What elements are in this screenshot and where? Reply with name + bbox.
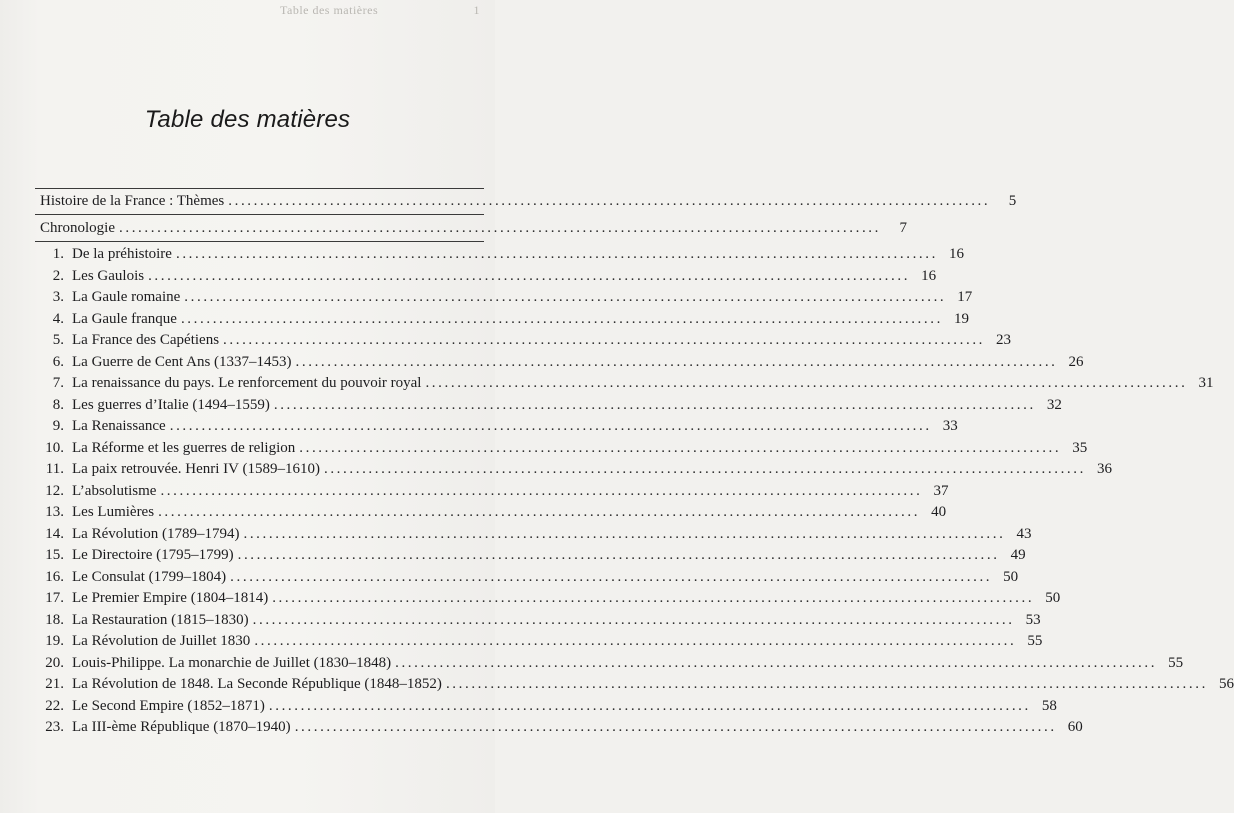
toc-page-number: 36	[1096, 461, 1112, 477]
toc-chapter-row[interactable]	[40, 286, 973, 308]
running-head-title: Table des matières	[280, 3, 379, 17]
dot-leader: ........................................................................................................................	[148, 267, 911, 284]
toc-page-number: 40	[931, 504, 947, 520]
toc-chapter-number: 21.	[45, 676, 64, 692]
toc-chapter-number: 14.	[45, 525, 64, 542]
toc-page-number: 33	[942, 418, 958, 434]
toc-chapter-label: Les Gaulois	[72, 267, 145, 284]
toc-page-number: 58	[1041, 697, 1057, 714]
toc-chapter-number: 7.	[52, 375, 64, 391]
toc-chapter-row[interactable]	[40, 308, 969, 330]
toc-chapter-row[interactable]	[40, 265, 937, 287]
toc-page-number: 49	[1010, 547, 1026, 563]
toc-chapter-label: La Gaule romaine	[72, 289, 181, 305]
toc-page-number: 23	[996, 332, 1012, 348]
dot-leader: ........................................................................................................................	[237, 547, 1000, 563]
toc-page-number: 26	[1068, 353, 1084, 370]
rule-separator	[35, 214, 484, 215]
dot-leader: ........................................................................................................................	[184, 289, 947, 305]
dot-leader: ........................................................................................................................	[254, 633, 1017, 649]
toc-page-number: 7	[899, 220, 907, 236]
toc-page-number: 50	[1003, 568, 1019, 585]
toc-chapter-row[interactable]	[40, 329, 1012, 351]
toc-page-number: 32	[1046, 396, 1062, 413]
toc-page-number: 60	[1067, 719, 1083, 735]
dot-leader: ........................................................................................................................	[294, 719, 1057, 735]
toc-page-number: 37	[933, 482, 949, 499]
toc-chapter-number: 17.	[45, 590, 64, 606]
dot-leader: ........................................................................................................................	[425, 375, 1188, 391]
toc-chapter-row[interactable]	[40, 458, 1112, 480]
toc-chapter-number: 6.	[52, 353, 64, 370]
toc-chapter-row[interactable]	[40, 480, 949, 502]
toc-chapter-label: La paix retrouvée. Henri IV (1589–1610)	[72, 461, 320, 477]
dot-leader: ........................................................................................................................	[243, 525, 1006, 542]
toc-page-number: 43	[1016, 525, 1032, 542]
toc-page-number: 19	[953, 310, 969, 327]
toc-chapter-label: La Réforme et les guerres de religion	[72, 439, 296, 456]
rule-top	[35, 188, 484, 189]
toc-chapter-label: Les Lumières	[72, 504, 155, 520]
toc-chapter-number: 8.	[52, 396, 64, 413]
toc-chapter-row[interactable]	[40, 630, 1043, 652]
toc-chapter-row[interactable]	[40, 716, 1083, 738]
dot-leader: ........................................................................................................................	[252, 611, 1015, 628]
toc-chapter-label: La Gaule franque	[72, 310, 177, 327]
toc-page-number: 16	[948, 246, 964, 262]
running-head-page-number: 1	[473, 3, 480, 17]
toc-chapter-label: La Révolution de Juillet 1830	[72, 633, 251, 649]
toc-chapter-label: La France des Capétiens	[72, 332, 220, 348]
toc-chapter-row[interactable]	[40, 544, 1026, 566]
toc-section-row[interactable]	[40, 190, 1017, 212]
toc-page-number: 16	[921, 267, 937, 284]
toc-chapter-row[interactable]	[40, 566, 1019, 588]
toc-chapter-row[interactable]	[40, 501, 947, 523]
toc-chapter-number: 11.	[45, 461, 64, 477]
rule-separator	[35, 241, 484, 242]
toc-chapter-number: 3.	[52, 289, 64, 305]
toc-chapter-number: 20.	[45, 654, 64, 671]
toc-chapter-row[interactable]	[40, 351, 1084, 373]
toc-page-number: 55	[1168, 654, 1184, 671]
toc-section-row[interactable]	[40, 217, 907, 239]
toc-section-label: Histoire de la France : Thèmes	[40, 193, 225, 209]
dot-leader: ........................................................................................................................	[445, 676, 1208, 692]
toc-chapter-number: 1.	[52, 246, 64, 262]
dot-leader: ........................................................................................................................	[230, 568, 993, 585]
toc-chapter-number: 9.	[52, 418, 64, 434]
toc-chapter-row[interactable]	[40, 695, 1057, 717]
dot-leader: ........................................................................................................................	[323, 461, 1086, 477]
toc-chapter-label: La Guerre de Cent Ans (1337–1453)	[72, 353, 292, 370]
toc-chapter-number: 15.	[45, 547, 64, 563]
toc-chapter-label: De la préhistoire	[72, 246, 172, 262]
toc-chapter-label: La III-ème République (1870–1940)	[72, 719, 291, 735]
toc-chapter-label: Louis-Philippe. La monarchie de Juillet (1830–1848)	[72, 654, 392, 671]
toc-page-number: 53	[1025, 611, 1041, 628]
dot-leader: ........................................................................................................................	[169, 418, 932, 434]
toc-chapter-number: 19.	[45, 633, 64, 649]
toc-chapter-row[interactable]	[40, 523, 1032, 545]
toc-chapter-number: 10.	[45, 439, 64, 456]
toc-chapter-label: Le Premier Empire (1804–1814)	[72, 590, 269, 606]
toc-section-label: Chronologie	[40, 220, 115, 236]
toc-page-number: 5	[1008, 193, 1017, 209]
toc-chapter-row[interactable]	[40, 673, 1234, 695]
toc-chapter-number: 2.	[52, 267, 64, 284]
dot-leader: ........................................................................................................................	[228, 193, 991, 209]
toc-chapter-label: Le Consulat (1799–1804)	[72, 568, 227, 585]
dot-leader: ........................................................................................................................	[268, 697, 1031, 714]
toc-page-number: 55	[1027, 633, 1043, 649]
dot-leader: ........................................................................................................................	[175, 246, 938, 262]
toc-chapter-row[interactable]	[40, 394, 1062, 416]
toc-chapter-number: 5.	[52, 332, 64, 348]
dot-leader: ........................................................................................................................	[295, 353, 1058, 370]
toc-chapter-label: La renaissance du pays. Le renforcement du pouvoir royal	[72, 375, 422, 391]
dot-leader: ........................................................................................................................	[180, 310, 943, 327]
dot-leader: ........................................................................................................................	[272, 590, 1035, 606]
toc-chapter-number: 12.	[45, 482, 64, 499]
toc-chapter-row[interactable]	[40, 609, 1041, 631]
toc-page-number: 56	[1218, 676, 1234, 692]
dot-leader: ........................................................................................................................	[273, 396, 1036, 413]
dot-leader: ........................................................................................................................	[223, 332, 986, 348]
toc-chapter-label: La Révolution de 1848. La Seconde République (1848–1852)	[72, 676, 442, 692]
toc-chapter-label: La Renaissance	[72, 418, 166, 434]
toc-chapter-number: 16.	[45, 568, 64, 585]
toc-chapter-row[interactable]	[40, 587, 1061, 609]
toc-chapter-label: La Restauration (1815–1830)	[72, 611, 249, 628]
toc-chapter-number: 4.	[52, 310, 64, 327]
toc-chapter-label: La Révolution (1789–1794)	[72, 525, 240, 542]
dot-leader: ........................................................................................................................	[158, 504, 921, 520]
toc-chapter-number: 13.	[45, 504, 64, 520]
toc-page-number: 17	[957, 289, 973, 305]
toc-page-number: 31	[1198, 375, 1214, 391]
toc-chapter-label: Les guerres d’Italie (1494–1559)	[72, 396, 270, 413]
toc-chapter-row[interactable]	[40, 437, 1088, 459]
toc-chapter-number: 23.	[45, 719, 64, 735]
dot-leader: ........................................................................................................................	[119, 220, 881, 236]
toc-chapter-row[interactable]	[40, 652, 1184, 674]
dot-leader: ........................................................................................................................	[160, 482, 923, 499]
toc-chapter-row[interactable]	[40, 372, 1214, 394]
toc-chapter-label: Le Second Empire (1852–1871)	[72, 697, 265, 714]
toc-chapter-number: 18.	[45, 611, 64, 628]
toc-page-number: 50	[1045, 590, 1061, 606]
page-title: Table des matières	[144, 106, 351, 133]
toc-chapter-label: Le Directoire (1795–1799)	[72, 547, 234, 563]
toc-page-number: 35	[1072, 439, 1088, 456]
toc-chapter-row[interactable]	[40, 415, 958, 437]
toc-chapter-number: 22.	[45, 697, 64, 714]
toc-chapter-row[interactable]	[40, 243, 964, 265]
dot-leader: ........................................................................................................................	[299, 439, 1062, 456]
dot-leader: ........................................................................................................................	[395, 654, 1158, 671]
toc-chapter-label: L’absolutisme	[72, 482, 157, 499]
